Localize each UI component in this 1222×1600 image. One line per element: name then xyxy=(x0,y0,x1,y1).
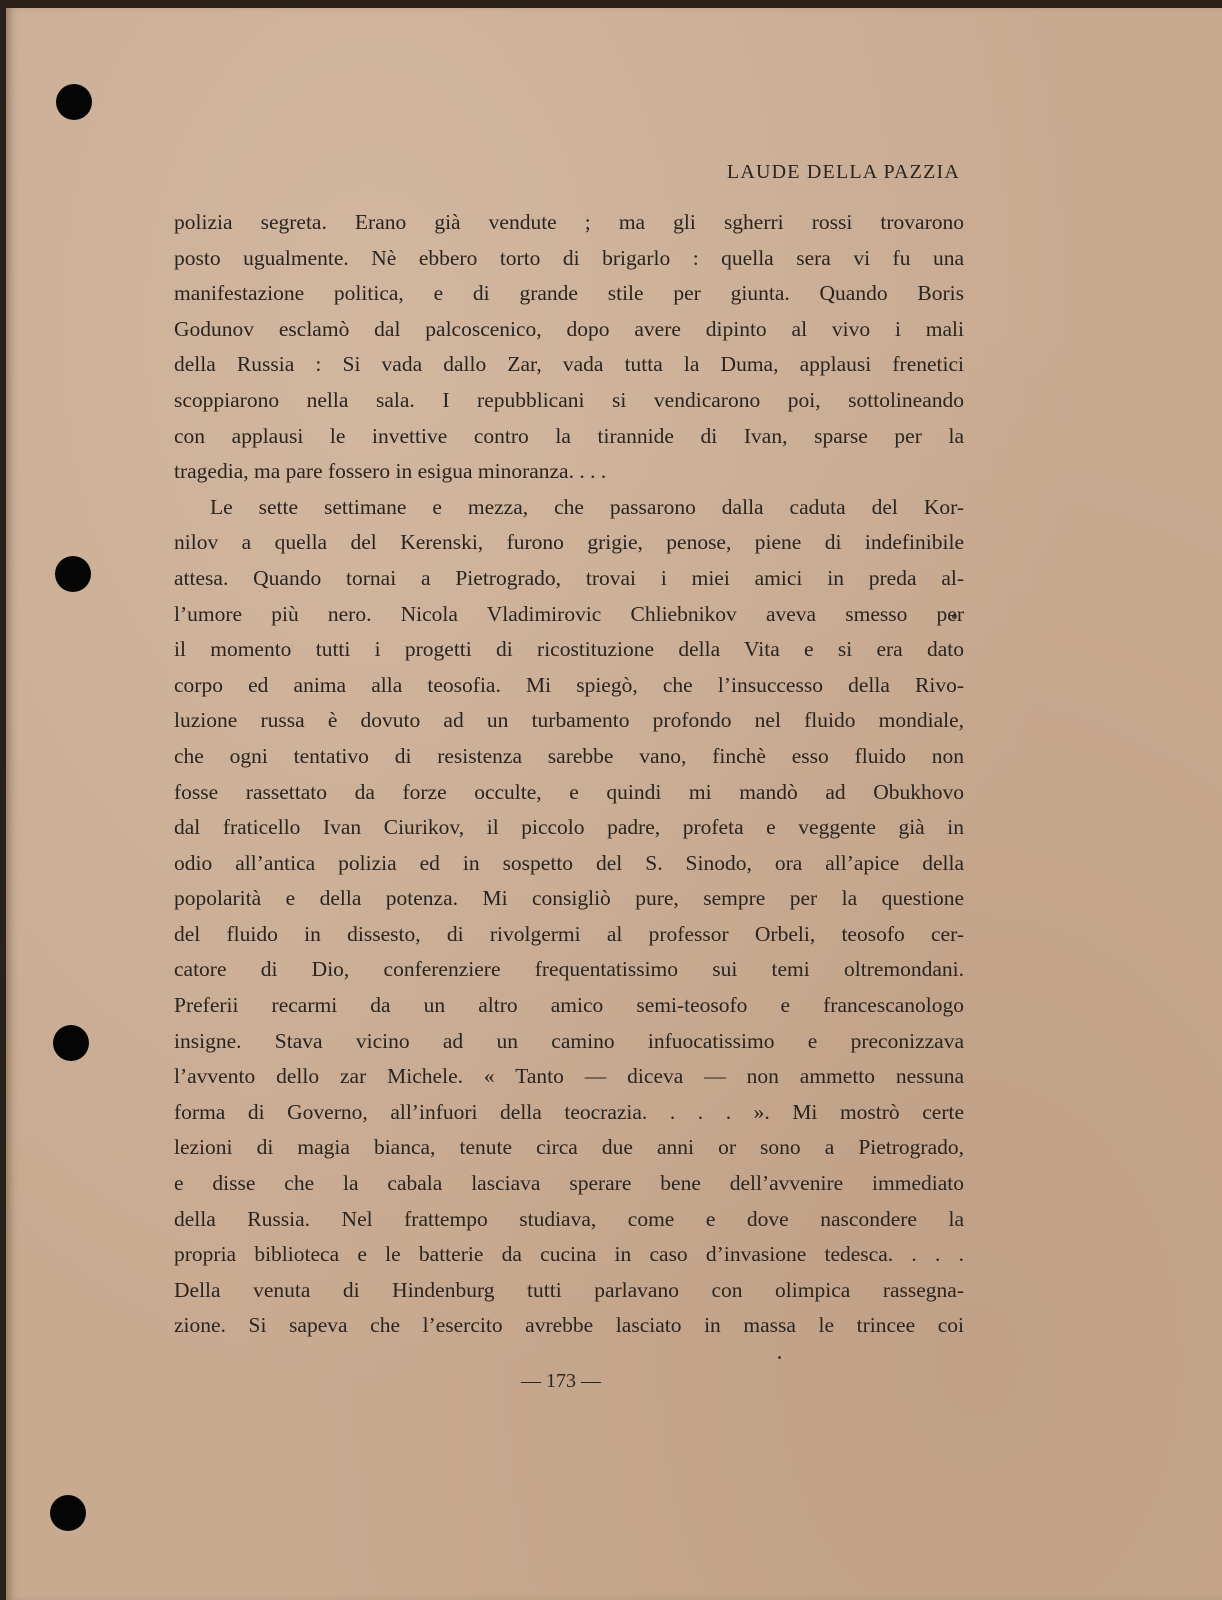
body-text xyxy=(174,205,964,1344)
text-line: zione. Si sapeva che l’esercito avrebbe lasciato in massa le trincee coi xyxy=(174,1313,964,1338)
text-line: lezioni di magia bianca, tenute circa due anni or sono a Pietrogrado, xyxy=(174,1135,964,1160)
text-line: odio all’antica polizia ed in sospetto del S. Sinodo, ora all’apice della xyxy=(174,850,964,875)
text-line: corpo ed anima alla teosofia. Mi spiegò, che l’insuccesso della Rivo- xyxy=(174,672,964,697)
binder-hole xyxy=(55,556,91,592)
text-line: con applausi le invettive contro la tirannide di Ivan, sparse per la xyxy=(174,423,964,448)
binder-hole xyxy=(53,1025,89,1061)
text-line: Preferii recarmi da un altro amico semi-teosofo e francescanologo xyxy=(174,993,964,1018)
text-line: che ogni tentativo di resistenza sarebbe vano, finchè esso fluido non xyxy=(174,743,964,768)
binder-hole xyxy=(56,84,92,120)
running-header: LAUDE DELLA PAZZIA xyxy=(726,161,960,183)
page-number: — 173 — xyxy=(521,1370,601,1392)
text-line: scoppiarono nella sala. I repubblicani si vendicarono poi, sottolineando xyxy=(174,387,964,412)
text-line: Le sette settimane e mezza, che passarono dalla caduta del Kor- xyxy=(210,494,964,519)
text-line: manifestazione politica, e di grande stile per giunta. Quando Boris xyxy=(174,281,964,306)
text-line: dal fraticello Ivan Ciurikov, il piccolo padre, profeta e veggente già in xyxy=(174,815,964,840)
text-line: tragedia, ma pare fossero in esigua minoranza. . . . xyxy=(174,459,607,484)
text-line: catore di Dio, conferenziere frequentatissimo sui temi oltremondani. xyxy=(174,957,964,982)
text-line: polizia segreta. Erano già vendute ; ma gli sgherri rossi trovarono xyxy=(174,210,964,234)
text-line: fosse rassettato da forze occulte, e quindi mi mandò ad Obukhovo xyxy=(174,779,964,804)
ink-speck xyxy=(778,1356,781,1359)
text-line: forma di Governo, all’infuori della teocrazia. . . . ». Mi mostrò certe xyxy=(174,1099,964,1124)
text-line: della Russia : Si vada dallo Zar, vada tutta la Duma, applausi frenetici xyxy=(174,352,964,377)
text-line: propria biblioteca e le batterie da cucina in caso d’invasione tedesca. . . . xyxy=(174,1242,964,1267)
text-line: Della venuta di Hindenburg tutti parlavano con olimpica rassegna- xyxy=(174,1277,964,1302)
text-line: Godunov esclamò dal palcoscenico, dopo avere dipinto al vivo i mali xyxy=(174,316,964,341)
text-line: e disse che la cabala lasciava sperare bene dell’avvenire immediato xyxy=(174,1171,964,1196)
text-line: nilov a quella del Kerenski, furono grigie, penose, piene di indefinibile xyxy=(174,530,964,555)
binder-hole xyxy=(50,1495,86,1531)
text-line: luzione russa è dovuto ad un turbamento profondo nel fluido mondiale, xyxy=(174,708,964,733)
text-line: l’avvento dello zar Michele. « Tanto — diceva — non ammetto nessuna xyxy=(174,1064,964,1089)
document-page xyxy=(6,8,1222,1600)
text-line: attesa. Quando tornai a Pietrogrado, trovai i miei amici in preda al- xyxy=(174,565,964,590)
text-line: l’umore più nero. Nicola Vladimirovic Chliebnikov aveva smesso per xyxy=(174,601,964,626)
text-line: il momento tutti i progetti di ricostituzione della Vita e si era dato xyxy=(174,637,964,662)
text-line: posto ugualmente. Nè ebbero torto di brigarlo : quella sera vi fu una xyxy=(174,245,964,270)
text-line: popolarità e della potenza. Mi consigliò pure, sempre per la questione xyxy=(174,886,964,911)
text-line: della Russia. Nel frattempo studiava, come e dove nascondere la xyxy=(174,1206,964,1231)
text-line: insigne. Stava vicino ad un camino infuocatissimo e preconizzava xyxy=(174,1028,964,1053)
text-line: del fluido in dissesto, di rivolgermi al professor Orbeli, teosofo cer- xyxy=(174,921,964,946)
